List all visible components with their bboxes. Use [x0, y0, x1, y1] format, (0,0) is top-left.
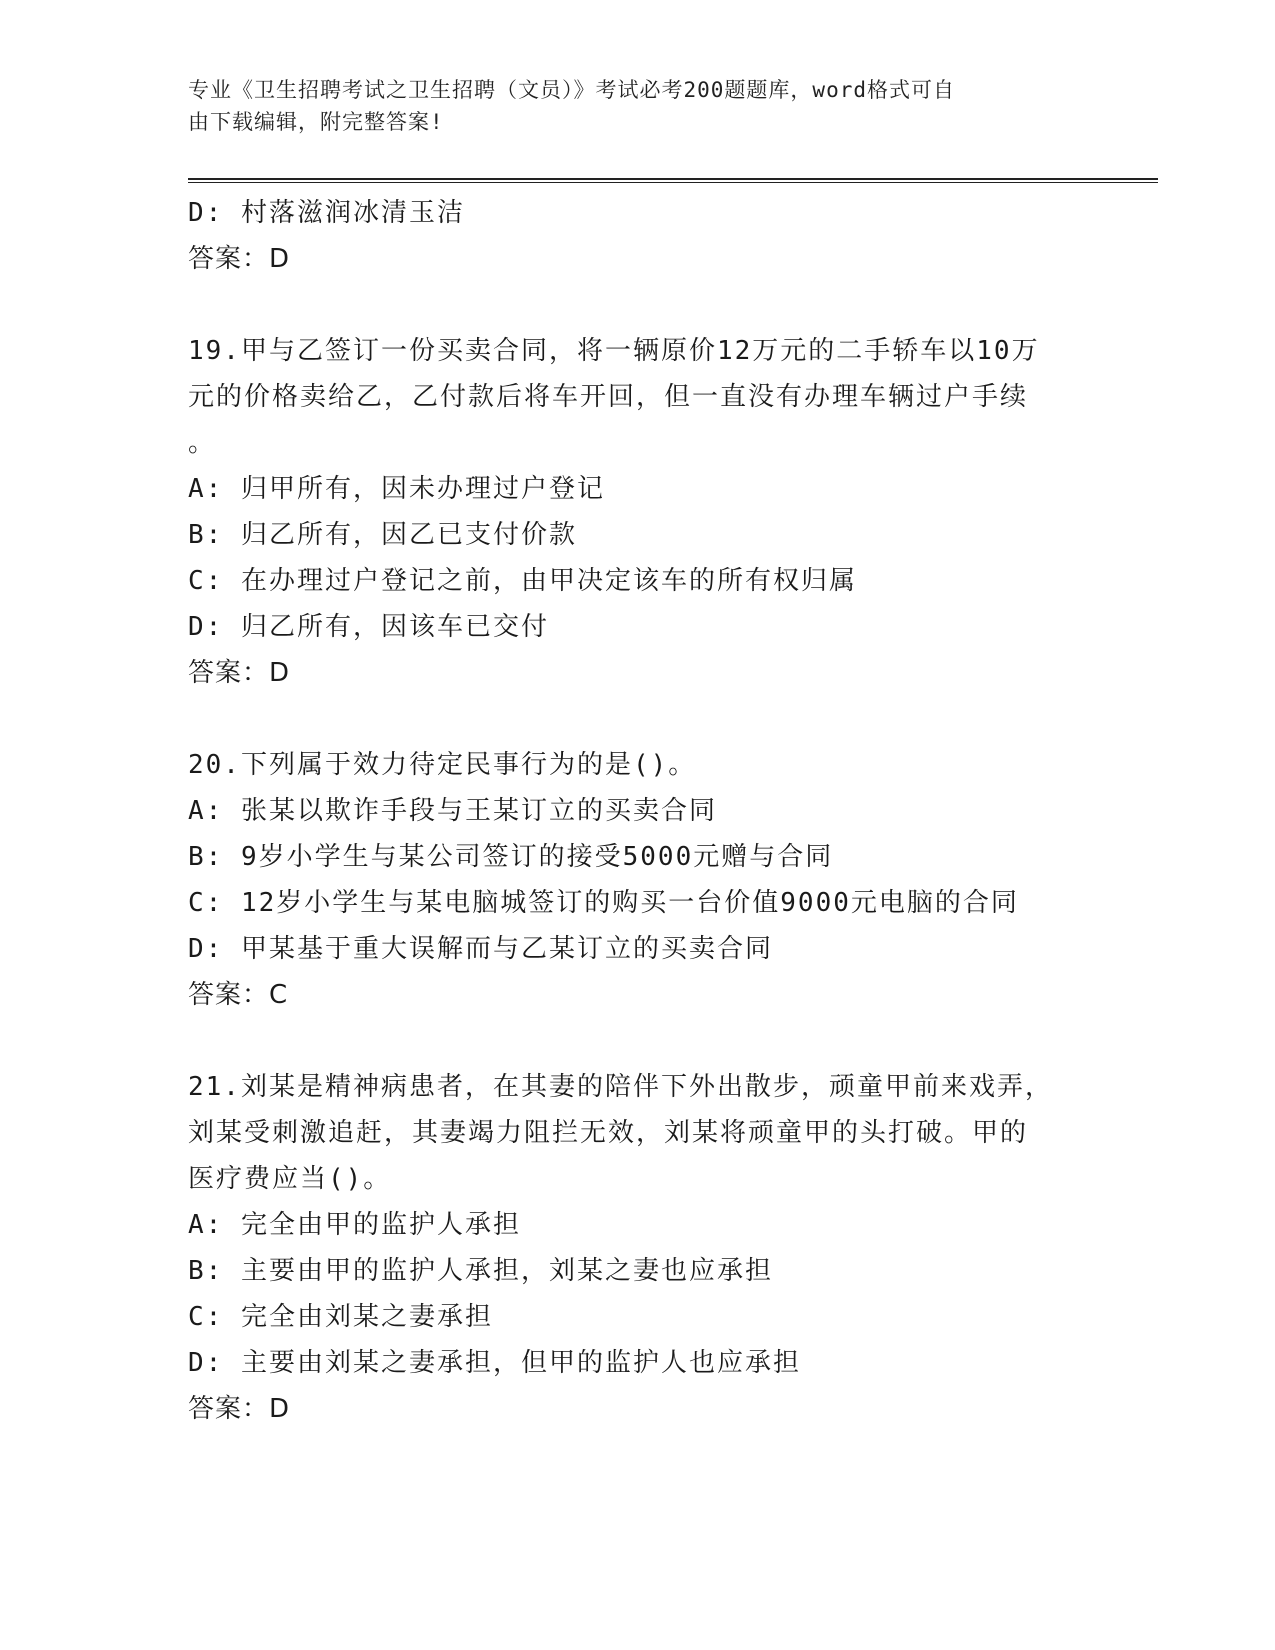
- option-a: A: 完全由甲的监护人承担: [188, 1210, 521, 1240]
- answer: 答案：D: [188, 1394, 291, 1424]
- spacer: [188, 282, 1088, 328]
- page-header: [188, 74, 1068, 138]
- question-stem-line: 医疗费应当()。: [188, 1164, 392, 1194]
- answer: 答案：D: [188, 658, 291, 688]
- option-b: B: 归乙所有，因乙已支付价款: [188, 520, 577, 550]
- option-d: D: 归乙所有，因该车已交付: [188, 612, 549, 642]
- option-d: D: 村落滋润冰清玉洁: [188, 198, 465, 228]
- option-b: B: 主要由甲的监护人承担，刘某之妻也应承担: [188, 1256, 773, 1286]
- option-c: C: 完全由刘某之妻承担: [188, 1302, 493, 1332]
- option-b: B: 9岁小学生与某公司签订的接受5000元赠与合同: [188, 842, 834, 872]
- option-a: A: 张某以欺诈手段与王某订立的买卖合同: [188, 796, 717, 826]
- question-19: [188, 328, 1088, 696]
- header-line-1: 专业《卫生招聘考试之卫生招聘（文员）》考试必考200题题库，word格式可自: [188, 78, 955, 102]
- option-c: C: 在办理过户登记之前，由甲决定该车的所有权归属: [188, 566, 857, 596]
- spacer: [188, 696, 1088, 742]
- option-d: D: 甲某基于重大误解而与乙某订立的买卖合同: [188, 934, 773, 964]
- header-divider: [188, 178, 1158, 183]
- option-c: C: 12岁小学生与某电脑城签订的购买一台价值9000元电脑的合同: [188, 888, 1019, 918]
- option-d: D: 主要由刘某之妻承担，但甲的监护人也应承担: [188, 1348, 801, 1378]
- answer: 答案：C: [188, 980, 289, 1010]
- question-stem-line: 19.甲与乙签订一份买卖合同，将一辆原价12万元的二手轿车以10万: [188, 336, 1040, 366]
- question-21: [188, 1064, 1088, 1432]
- question-stem-line: 21.刘某是精神病患者，在其妻的陪伴下外出散步，顽童甲前来戏弄，: [188, 1072, 1053, 1102]
- question-stem-line: 刘某受刺激追赶，其妻竭力阻拦无效，刘某将顽童甲的头打破。甲的: [188, 1118, 1029, 1148]
- option-a: A: 归甲所有，因未办理过户登记: [188, 474, 605, 504]
- header-line-2: 由下载编辑，附完整答案!: [188, 110, 444, 134]
- question-20: [188, 742, 1088, 1018]
- answer: 答案：D: [188, 244, 291, 274]
- question-stem-line: 20.下列属于效力待定民事行为的是()。: [188, 750, 697, 780]
- question-stem-line: 。: [188, 428, 217, 458]
- document-body: [188, 190, 1088, 1432]
- question-18-tail: [188, 190, 1088, 282]
- question-stem-line: 元的价格卖给乙，乙付款后将车开回，但一直没有办理车辆过户手续: [188, 382, 1029, 412]
- spacer: [188, 1018, 1088, 1064]
